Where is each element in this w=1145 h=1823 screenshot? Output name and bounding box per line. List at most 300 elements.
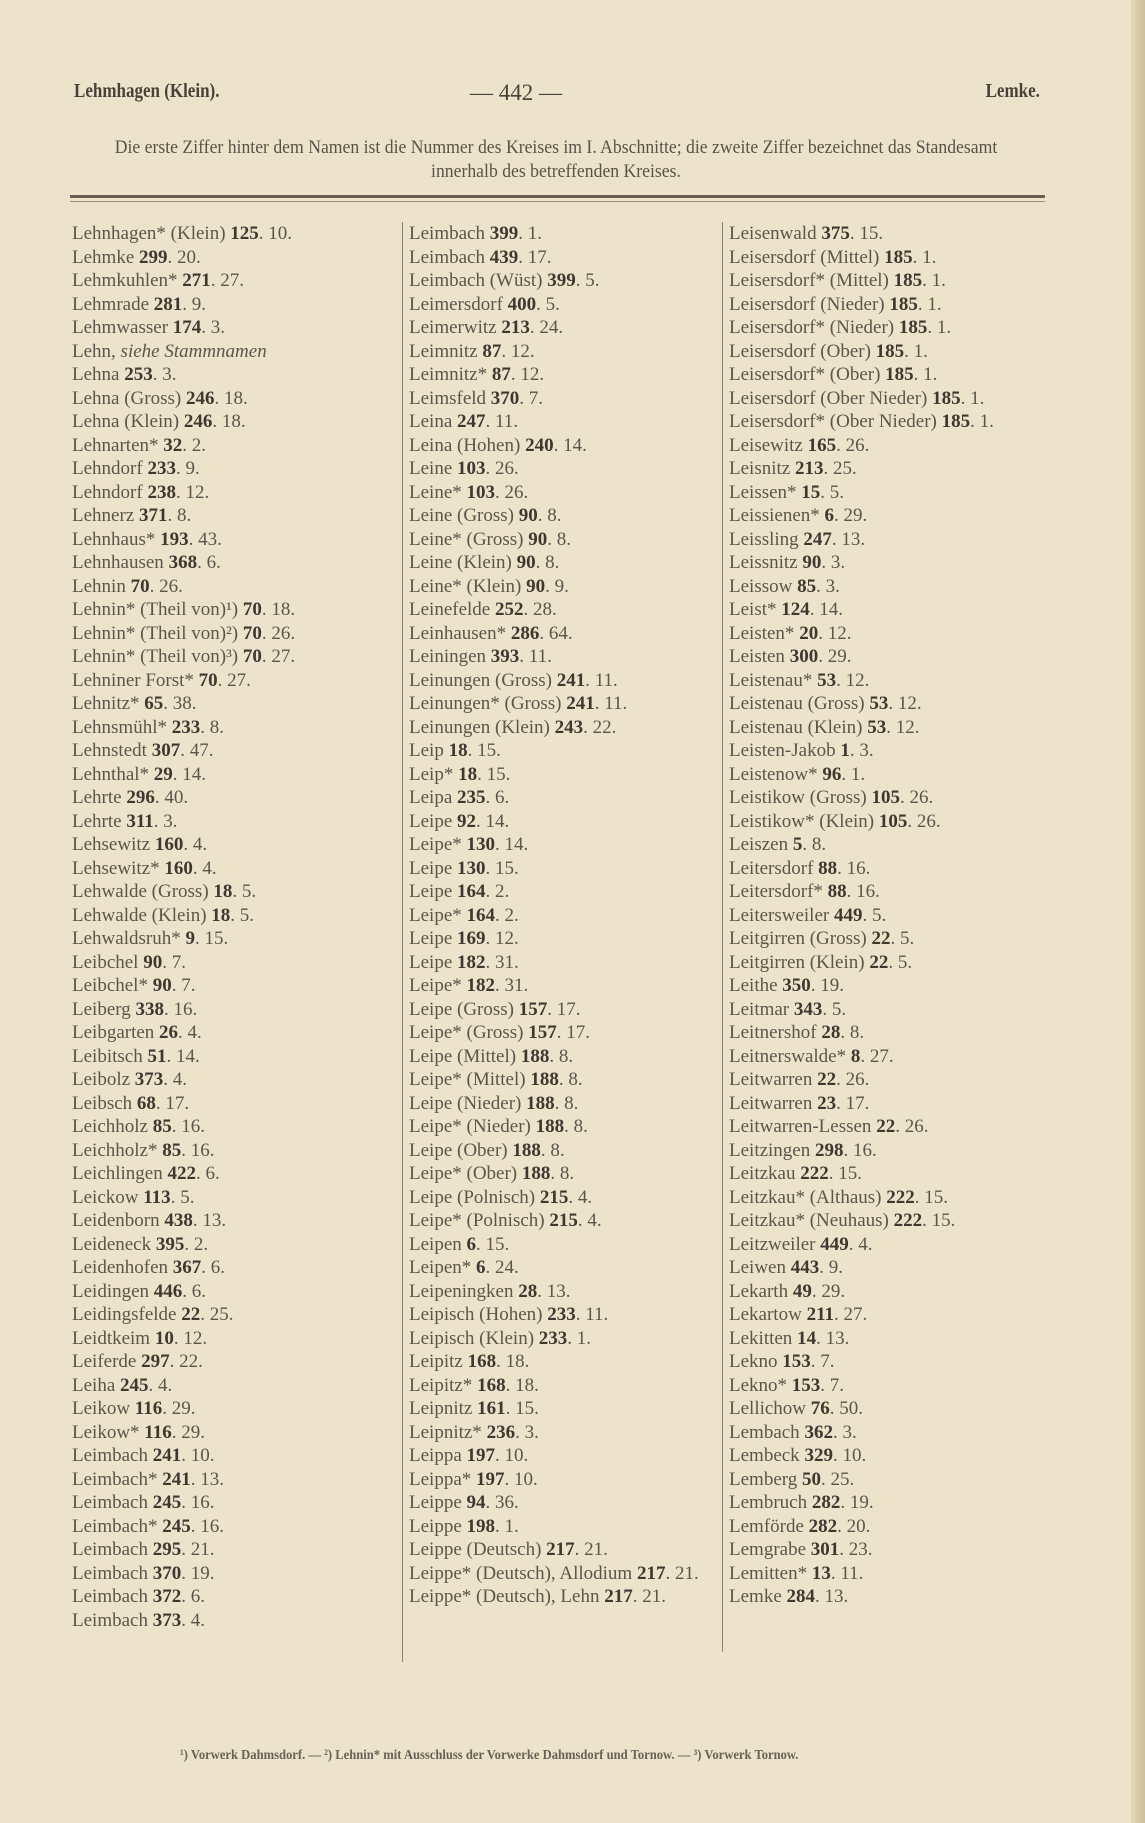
district-number: 373 — [152, 1609, 182, 1631]
index-entry: Lehmke 299. 20. — [72, 246, 201, 268]
district-number: 213 — [501, 317, 530, 338]
registry-number: 9 — [828, 1257, 839, 1278]
place-name: Leimbach* — [72, 1515, 158, 1537]
district-number: 368 — [168, 552, 198, 573]
place-name: Leimbach — [72, 1539, 148, 1560]
registry-number: 1 — [970, 387, 980, 409]
place-name: Lehnin — [72, 575, 126, 597]
registry-number: 26 — [845, 1069, 865, 1090]
district-number: 307 — [151, 740, 181, 761]
district-number: 243 — [554, 716, 584, 738]
registry-number: 1 — [979, 411, 990, 432]
index-entry: Leidenhofen 367. 6. — [72, 1257, 226, 1278]
index-entry: Lehnhaus* 193. 43. — [72, 528, 222, 550]
registry-number: 10 — [268, 223, 288, 244]
place-name: Leipe — [409, 857, 453, 879]
district-number: 236 — [486, 1421, 516, 1443]
index-entry: Lehnthal* 29. 14. — [72, 763, 207, 785]
district-number: 185 — [893, 270, 923, 291]
registry-number: 4 — [190, 1609, 201, 1631]
district-number: 297 — [141, 1351, 170, 1372]
index-entry: Leistenau (Gross) 53. 12. — [729, 693, 922, 714]
registry-number: 1 — [850, 763, 861, 785]
place-name: Leimersdorf — [409, 293, 503, 315]
district-number: 446 — [153, 1280, 183, 1302]
index-entry: Leisersdorf* (Mittel) 185. 1. — [729, 270, 946, 291]
district-number: 282 — [811, 1492, 841, 1513]
district-number: 197 — [466, 1445, 496, 1466]
district-number: 124 — [781, 599, 810, 620]
district-number: 393 — [490, 646, 520, 667]
district-number: 103 — [466, 481, 496, 503]
place-name: Leibitsch — [72, 1045, 143, 1067]
place-name: Lekartow — [729, 1304, 802, 1325]
index-entry: Lehrte 311. 3. — [72, 810, 178, 832]
district-number: 271 — [182, 270, 211, 291]
index-entry: Leisenwald 375. 15. — [729, 223, 884, 244]
registry-number: 27 — [220, 270, 240, 291]
district-number: 253 — [124, 364, 153, 385]
district-number: 22 — [817, 1069, 837, 1090]
registry-number: 3 — [859, 740, 869, 761]
district-number: 372 — [152, 1586, 182, 1607]
index-entry: Leimnitz 87. 12. — [409, 340, 535, 362]
district-number: 18 — [211, 904, 231, 926]
index-entry: Lekno 153. 7. — [729, 1351, 835, 1372]
index-column-2 — [402, 222, 734, 1662]
district-number: 153 — [782, 1351, 811, 1372]
registry-number: 7 — [171, 951, 182, 973]
registry-number: 17 — [556, 998, 576, 1020]
index-entry: Leikow* 116. 29. — [72, 1421, 205, 1443]
index-entry: Leipen* 6. 24. — [409, 1257, 519, 1278]
index-entry: Leippe 94. 36. — [409, 1492, 519, 1513]
index-entry: Leimbach 241. 10. — [72, 1445, 215, 1466]
registry-number: 21 — [642, 1586, 662, 1607]
index-entry: Leippa 197. 10. — [409, 1445, 529, 1466]
index-entry: Leipe (Mittel) 188. 8. — [409, 1045, 574, 1067]
place-name: Leidenborn — [72, 1210, 160, 1231]
index-entry: Leitzkau* (Neuhaus) 222. 15. — [729, 1210, 956, 1231]
registry-number: 9 — [191, 293, 202, 315]
registry-number: 5 — [180, 1186, 190, 1208]
registry-number: 64 — [548, 622, 568, 644]
district-number: 26 — [159, 1022, 179, 1043]
registry-number: 29 — [827, 646, 847, 667]
registry-number: 12 — [185, 481, 205, 503]
index-entry: Lekno* 153. 7. — [729, 1374, 845, 1396]
index-entry: Leimsfeld 370. 7. — [409, 387, 544, 409]
place-name: Leimnitz* — [409, 364, 488, 385]
index-entry: Leipisch (Hohen) 233. 11. — [409, 1304, 609, 1325]
district-number: 241 — [162, 1468, 191, 1490]
district-number: 222 — [886, 1186, 915, 1208]
place-name: Leibchel — [72, 951, 139, 973]
registry-number: 6 — [191, 1280, 202, 1302]
district-number: 92 — [457, 810, 477, 832]
registry-number: 12 — [895, 716, 915, 738]
index-entry: Leisten-Jakob 1. 3. — [729, 740, 874, 761]
registry-number: 8 — [176, 505, 187, 526]
index-entry: Leipa 235. 6. — [409, 787, 510, 808]
district-number: 18 — [213, 881, 233, 902]
place-name: Leibolz — [72, 1069, 131, 1090]
registry-number: 40 — [164, 787, 184, 808]
index-entry: Leinefelde 252. 28. — [409, 599, 557, 620]
place-name: Lehmke — [72, 246, 135, 268]
place-name: Leipen* — [409, 1257, 472, 1278]
registry-number: 14 — [485, 810, 505, 832]
registry-number: 5 — [831, 998, 842, 1020]
place-name: Lehna (Gross) — [72, 387, 182, 409]
registry-number: 18 — [221, 411, 241, 432]
district-number: 247 — [803, 528, 832, 550]
district-number: 157 — [528, 1022, 557, 1043]
index-entry: Leisersdorf (Mittel) 185. 1. — [729, 246, 937, 268]
place-name: Leibchel* — [72, 975, 148, 996]
district-number: 370 — [490, 387, 520, 409]
registry-number: 1 — [913, 340, 924, 362]
district-number: 90 — [518, 505, 538, 526]
district-number: 399 — [547, 270, 576, 291]
registry-number: 38 — [172, 693, 192, 714]
district-number: 222 — [893, 1210, 923, 1231]
registry-number: 17 — [566, 1022, 586, 1043]
index-entry: Leiningen 393. 11. — [409, 646, 552, 667]
index-entry: Leippe 198. 1. — [409, 1515, 519, 1537]
district-number: 185 — [889, 293, 918, 315]
place-name: Leissen* — [729, 481, 797, 503]
registry-number: 1 — [922, 246, 932, 268]
place-name: Leist* — [729, 599, 777, 620]
index-entry: Lehnerz 371. 8. — [72, 505, 192, 526]
registry-number: 8 — [556, 528, 567, 550]
place-name: Leimbach (Wüst) — [409, 270, 543, 291]
index-entry: Leipe* 130. 14. — [409, 834, 529, 855]
index-entry: Leisewitz 165. 26. — [729, 434, 870, 456]
registry-number: 1 — [931, 270, 942, 291]
index-entry: Lemitten* 13. 11. — [729, 1562, 864, 1584]
district-number: 125 — [230, 223, 259, 244]
index-entry: Leichlingen 422. 6. — [72, 1163, 220, 1184]
district-number: 28 — [821, 1022, 841, 1043]
registry-number: 12 — [845, 669, 865, 691]
index-entry: Leisersdorf* (Ober Nieder) 185. 1. — [729, 411, 994, 432]
registry-number: 16 — [190, 1139, 210, 1161]
registry-number: 5 — [241, 881, 252, 902]
place-name: Leipe* — [409, 834, 462, 855]
index-entry: Leimbach 370. 19. — [72, 1562, 215, 1584]
index-entry: Leitzingen 298. 16. — [729, 1139, 877, 1161]
registry-number: 1 — [576, 1327, 587, 1349]
index-entry: Leickow 113. 5. — [72, 1186, 195, 1208]
index-entry: Leimbach (Wüst) 399. 5. — [409, 270, 600, 291]
registry-number: 50 — [839, 1398, 859, 1419]
place-name: Leisersdorf* (Nieder) — [729, 317, 895, 338]
index-entry: Lehmwasser 174. 3. — [72, 317, 226, 338]
place-name: Lehniner Forst* — [72, 669, 194, 691]
district-number: 68 — [136, 1092, 156, 1114]
district-number: 198 — [466, 1515, 496, 1537]
place-name: Leitzkau* (Althaus) — [729, 1186, 882, 1208]
index-entry: Leitwarren 23. 17. — [729, 1092, 870, 1114]
registry-number: 4 — [587, 1210, 597, 1231]
district-number: 94 — [466, 1492, 486, 1513]
registry-number: 4 — [158, 1374, 168, 1396]
registry-number: 7 — [528, 387, 539, 409]
index-entry: Lembruch 282. 19. — [729, 1492, 874, 1513]
place-name: Lekitten — [729, 1327, 793, 1349]
district-number: 103 — [457, 458, 486, 479]
district-number: 300 — [789, 646, 819, 667]
registry-number: 19 — [849, 1492, 869, 1513]
index-entry: Lehnstedt 307. 47. — [72, 740, 214, 761]
district-number: 286 — [510, 622, 540, 644]
district-number: 188 — [535, 1116, 565, 1137]
district-number: 6 — [466, 1233, 477, 1255]
index-entry: Leistenau* 53. 12. — [729, 669, 870, 691]
index-entry: Leinungen (Gross) 241. 11. — [409, 669, 618, 691]
index-entry: Lehna (Gross) 246. 18. — [72, 387, 248, 409]
place-name: Lehwaldsruh* — [72, 928, 181, 949]
place-name: Lekno — [729, 1351, 778, 1372]
index-entry: Leimbach 373. 4. — [72, 1609, 205, 1631]
place-name: Leiferde — [72, 1351, 137, 1372]
place-name: Leipe* (Gross) — [409, 1022, 524, 1043]
index-entry: Leitwarren-Lessen 22. 26. — [729, 1116, 929, 1137]
place-name: Leipe — [409, 928, 453, 949]
district-number: 70 — [242, 646, 262, 667]
district-number: 9 — [185, 928, 195, 949]
district-number: 130 — [457, 857, 486, 879]
index-entry: Lehnin 70. 26. — [72, 575, 183, 597]
district-number: 96 — [822, 763, 842, 785]
index-entry: Leine (Gross) 90. 8. — [409, 505, 562, 526]
index-entry: Leipnitz 161. 15. — [409, 1398, 539, 1419]
registry-number: 15 — [495, 857, 515, 879]
place-name: Leidtkeim — [72, 1327, 151, 1349]
registry-number: 16 — [856, 881, 876, 902]
place-name: Lembruch — [729, 1492, 808, 1513]
registry-number: 27 — [843, 1304, 863, 1325]
district-number: 49 — [792, 1280, 812, 1302]
district-number: 53 — [869, 693, 889, 714]
intro-note: Die erste Ziffer hinter dem Namen ist die Nummer des Kreises im I. Abschnitte; die zweite Ziffer bezeichnet das Standesamt innerhalb des betreffenden Kreises. — [114, 137, 998, 182]
index-entry: Lemke 284. 13. — [729, 1586, 849, 1607]
district-number: 87 — [491, 364, 511, 385]
place-name: Leisersdorf* (Ober) — [729, 364, 881, 385]
registry-number: 12 — [510, 340, 530, 362]
place-name: Leina — [409, 411, 453, 432]
index-entry: Leipen 6. 15. — [409, 1233, 510, 1255]
place-name: Lemberg — [729, 1468, 798, 1490]
registry-number: 22 — [179, 1351, 199, 1372]
district-number: 399 — [489, 223, 519, 244]
place-name: Leipe — [409, 951, 453, 973]
place-name: Leimbach — [72, 1586, 148, 1607]
registry-number: 26 — [495, 458, 515, 479]
index-entry: Lehmrade 281. 9. — [72, 293, 207, 315]
registry-number: 20 — [177, 246, 197, 268]
index-entry: Leipe* (Gross) 157. 17. — [409, 1022, 590, 1043]
place-name: Lehna (Klein) — [72, 411, 180, 432]
registry-number: 12 — [495, 928, 515, 949]
index-entry: Leimbach 245. 16. — [72, 1492, 215, 1513]
district-number: 422 — [167, 1163, 196, 1184]
registry-number: 12 — [827, 622, 847, 644]
district-number: 246 — [185, 387, 215, 409]
place-name: Leichholz — [72, 1116, 148, 1137]
district-number: 22 — [869, 951, 889, 973]
district-number: 10 — [154, 1327, 174, 1349]
place-name: Leisersdorf* (Ober Nieder) — [729, 411, 937, 432]
district-number: 70 — [198, 669, 218, 691]
index-entry: Leina 247. 11. — [409, 411, 519, 432]
place-name: Lehnhausen — [72, 552, 164, 573]
index-entry: Lekarth 49. 29. — [729, 1280, 846, 1302]
district-number: 182 — [466, 975, 496, 996]
place-name: Leitzkau — [729, 1163, 796, 1184]
district-number: 373 — [134, 1069, 164, 1090]
registry-number: 31 — [504, 975, 524, 996]
index-entry: Leine* (Klein) 90. 9. — [409, 575, 569, 597]
place-name: Leimbach — [72, 1445, 148, 1466]
district-number: 8 — [850, 1045, 861, 1067]
place-name: Lehnthal* — [72, 763, 150, 785]
registry-number: 13 — [841, 528, 861, 550]
place-name: Leinungen (Klein) — [409, 716, 550, 738]
place-name: Leipnitz* — [409, 1421, 482, 1443]
index-entry: Leippa* 197. 10. — [409, 1468, 538, 1490]
district-number: 185 — [932, 387, 961, 409]
registry-number: 17 — [165, 1092, 185, 1114]
registry-number: 13 — [825, 1327, 845, 1349]
place-name: Leip* — [409, 763, 454, 785]
index-entry: Leipe (Polnisch) 215. 4. — [409, 1186, 593, 1208]
district-number: 164 — [466, 904, 496, 926]
index-entry: Leideneck 395. 2. — [72, 1233, 209, 1255]
district-number: 168 — [477, 1374, 506, 1396]
place-name: Leichlingen — [72, 1163, 163, 1184]
place-name: Leidenhofen — [72, 1257, 169, 1278]
place-name: Leippe* (Deutsch), Allodium — [409, 1562, 633, 1584]
registry-number: 11 — [495, 411, 514, 432]
index-entry: Leipe* 182. 31. — [409, 975, 529, 996]
registry-number: 1 — [936, 317, 947, 338]
district-number: 18 — [448, 740, 468, 761]
registry-number: 3 — [162, 364, 172, 385]
district-number: 20 — [799, 622, 819, 644]
place-name: Leinungen (Gross) — [409, 669, 552, 691]
place-name: Leine — [409, 458, 453, 479]
district-number: 362 — [804, 1421, 833, 1443]
registry-number: 21 — [584, 1539, 604, 1560]
registry-number: 4 — [858, 1233, 868, 1255]
registry-number: 15 — [477, 740, 497, 761]
registry-number: 26 — [904, 1116, 924, 1137]
index-entry: Leipisch (Klein) 233. 1. — [409, 1327, 592, 1349]
district-number: 50 — [802, 1468, 821, 1490]
index-entry: Lekartow 211. 27. — [729, 1304, 868, 1325]
index-entry: Lehmkuhlen* 271. 27. — [72, 270, 245, 291]
place-name: Leisnitz — [729, 458, 791, 479]
registry-number: 12 — [520, 364, 540, 385]
index-entry: Leiferde 297. 22. — [72, 1351, 203, 1372]
district-number: 168 — [467, 1351, 497, 1372]
place-name: Leipe (Mittel) — [409, 1045, 517, 1067]
registry-number: 8 — [209, 716, 220, 738]
index-entry: Leithe 350. 19. — [729, 975, 845, 996]
district-number: 193 — [160, 528, 189, 550]
district-number: 188 — [521, 1163, 551, 1184]
place-name: Lehnsmühl* — [72, 716, 167, 738]
place-name: Lehnitz* — [72, 693, 140, 714]
registry-number: 11 — [604, 693, 623, 714]
index-entry: Leipe 182. 31. — [409, 951, 519, 973]
place-name: Lekarth — [729, 1280, 789, 1302]
district-number: 252 — [494, 599, 524, 620]
registry-number: 8 — [568, 1069, 578, 1090]
index-entry: Lehnhagen* (Klein) 125. 10. — [72, 223, 293, 244]
district-number: 217 — [604, 1586, 633, 1607]
index-entry: Leipitz* 168. 18. — [409, 1374, 539, 1396]
registry-number: 8 — [573, 1116, 584, 1137]
district-number: 299 — [139, 246, 168, 268]
registry-number: 25 — [832, 458, 852, 479]
place-name: Leimbach — [72, 1609, 148, 1631]
registry-number: 5 — [545, 293, 556, 315]
place-name: Leitnerswalde* — [729, 1045, 847, 1067]
index-entry: Lemgrabe 301. 23. — [729, 1539, 873, 1560]
place-name: Leiha — [72, 1374, 116, 1396]
registry-number: 23 — [848, 1539, 868, 1560]
place-name: Lehnin* (Theil von)¹) — [72, 599, 239, 620]
place-name: Lehnerz — [72, 505, 135, 526]
index-entry — [72, 340, 392, 364]
registry-number: 28 — [532, 599, 552, 620]
index-entry: Lehrte 296. 40. — [72, 787, 189, 808]
district-number: 188 — [520, 1045, 550, 1067]
district-number: 395 — [155, 1233, 185, 1255]
index-entry: Lembach 362. 3. — [729, 1421, 857, 1443]
registry-number: 15 — [859, 223, 879, 244]
registry-number: 6 — [206, 552, 217, 573]
index-entry: Leimbach 399. 1. — [409, 223, 542, 244]
place-name: Leitzweiler — [729, 1233, 816, 1255]
registry-number: 8 — [550, 1139, 560, 1161]
place-name: Lembach — [729, 1421, 800, 1443]
index-entry: Leippe* (Deutsch), Lehn 217. 21. — [409, 1586, 666, 1607]
cross-reference: siehe Stammnamen — [120, 340, 267, 362]
district-number: 245 — [120, 1374, 149, 1396]
place-name: Lehnhaus* — [72, 528, 156, 550]
registry-number: 16 — [846, 857, 866, 879]
place-name: Leimbach — [409, 223, 485, 244]
index-entry: Leibsch 68. 17. — [72, 1092, 190, 1114]
place-name: Leiwen — [729, 1257, 786, 1278]
place-name: Lehndorf — [72, 481, 143, 503]
place-name: Leipnitz — [409, 1398, 473, 1419]
index-entry: Leitgirren (Klein) 22. 5. — [729, 951, 913, 973]
place-name: Leisersdorf (Ober) — [729, 340, 871, 362]
place-name: Leipeningken — [409, 1280, 514, 1302]
registry-number: 8 — [849, 1022, 860, 1043]
district-number: 160 — [154, 834, 184, 855]
index-entry: Lehsewitz 160. 4. — [72, 834, 208, 855]
registry-number: 19 — [190, 1562, 210, 1584]
place-name: Leipe* — [409, 904, 462, 926]
district-number: 85 — [152, 1116, 172, 1137]
